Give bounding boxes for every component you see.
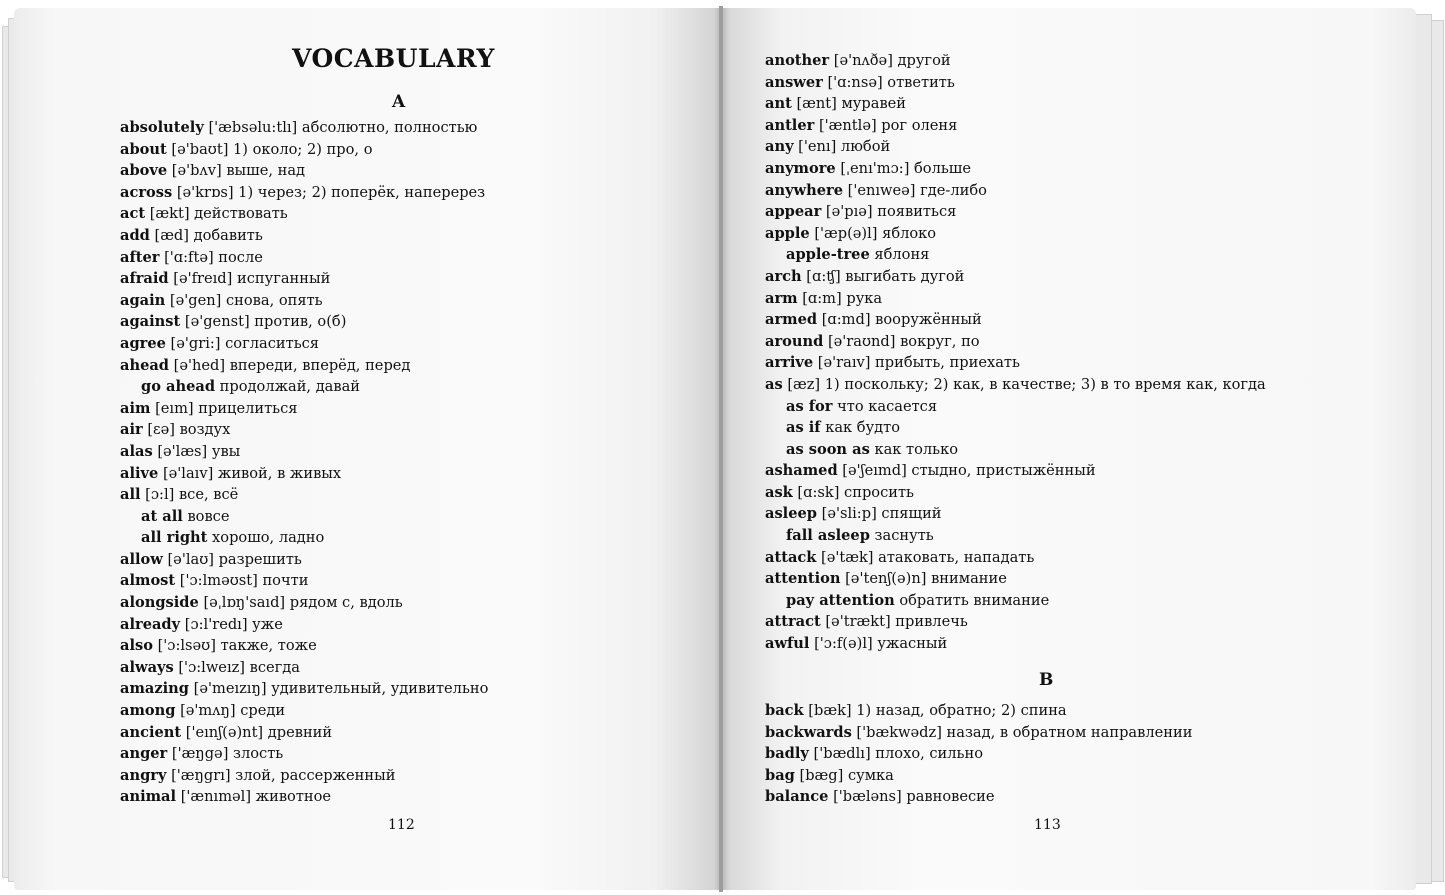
headword: already	[120, 615, 181, 633]
vocab-entry	[120, 333, 488, 355]
headword: anymore	[765, 159, 836, 177]
definition: ['ɔ:f(ə)l] ужасный	[809, 635, 948, 653]
vocab-entry	[765, 611, 1266, 633]
definition: ['ɔ:lsəʊ] также, тоже	[152, 637, 317, 655]
headword: add	[120, 226, 150, 244]
headword: go ahead	[141, 378, 216, 396]
headword: apple-tree	[786, 246, 870, 264]
vocab-entry	[120, 355, 488, 377]
vocab-entry	[120, 743, 488, 765]
definition: ['bæləns] равновесие	[828, 788, 995, 806]
definition: хорошо, ладно	[207, 529, 325, 547]
headword: attack	[765, 548, 817, 566]
definition: [ə'bʌv] выше, над	[167, 162, 306, 180]
headword: after	[120, 248, 160, 266]
headword: attract	[765, 613, 821, 631]
headword: backwards	[765, 723, 852, 741]
headword: any	[765, 138, 794, 156]
vocab-entry	[120, 419, 488, 441]
definition: [ə'hed] впереди, вперёд, перед	[169, 356, 411, 374]
vocab-subentry	[120, 527, 488, 549]
right-entry-list-a	[765, 50, 1266, 655]
definition: ['bædlı] плохо, сильно	[808, 745, 984, 763]
definition: ['æŋgrı] злой, рассерженный	[166, 766, 396, 784]
vocab-entry	[765, 201, 1266, 223]
definition: [ɑ:sk] спросить	[792, 483, 915, 501]
vocab-entry	[120, 570, 488, 592]
definition: [ə'mʌŋ] среди	[175, 702, 286, 720]
vocab-entry	[120, 678, 488, 700]
definition: [ə'gen] снова, опять	[165, 291, 323, 309]
definition: [ə'tæk] атаковать, нападать	[816, 548, 1035, 566]
headword: appear	[765, 203, 822, 221]
definition: ['enı] любой	[793, 138, 891, 156]
headword: arm	[765, 289, 798, 307]
headword: absolutely	[120, 119, 204, 136]
definition: [ə'læs] увы	[152, 442, 241, 460]
definition: яблоня	[869, 246, 930, 264]
headword: apple	[765, 224, 810, 242]
vocab-entry	[120, 182, 488, 204]
definition: [ə'laʊ] разрешить	[162, 550, 302, 568]
headword: pay attention	[786, 591, 895, 609]
definition: как только	[869, 440, 959, 458]
definition: продолжай, давай	[215, 378, 361, 396]
definition: ['enıweə] где-либо	[842, 181, 987, 199]
vocab-subentry	[765, 590, 1266, 612]
definition: [bæk] 1) назад, обратно; 2) спина	[803, 702, 1067, 719]
vocab-entry	[120, 117, 488, 139]
headword: as for	[786, 397, 833, 415]
headword: afraid	[120, 270, 169, 288]
headword: ashamed	[765, 462, 838, 480]
definition: ['æp(ə)l] яблоко	[809, 224, 937, 242]
vocab-entry	[120, 765, 488, 787]
vocab-entry	[120, 484, 488, 506]
vocab-entry	[765, 482, 1266, 504]
vocab-entry	[120, 700, 488, 722]
headword: animal	[120, 788, 177, 806]
vocab-entry	[765, 136, 1266, 158]
definition: заснуть	[869, 527, 934, 545]
right-entry-list-b	[765, 700, 1192, 808]
definition: ['ɔ:lweız] всегда	[173, 658, 300, 676]
headword: amazing	[120, 680, 189, 698]
book-gutter	[719, 6, 723, 892]
definition: [ækt] действовать	[145, 205, 288, 223]
headword: anger	[120, 745, 168, 763]
vocab-entry	[120, 441, 488, 463]
headword: back	[765, 702, 804, 719]
vocab-entry	[765, 50, 1266, 72]
vocab-subentry	[765, 525, 1266, 547]
vocab-entry	[765, 288, 1266, 310]
definition: обратить внимание	[894, 591, 1050, 609]
vocab-entry	[765, 722, 1192, 744]
headword: around	[765, 332, 824, 350]
vocab-entry	[120, 592, 488, 614]
page-number-left: 112	[388, 817, 415, 833]
definition: [ə'raıv] прибыть, приехать	[813, 354, 1020, 372]
definition: [ə'ʃeımd] стыдно, пристыжённый	[837, 462, 1096, 480]
definition: [eım] прицелиться	[150, 399, 298, 417]
vocab-entry	[765, 180, 1266, 202]
definition: [ə'sli:p] спящий	[817, 505, 942, 523]
vocab-subentry	[765, 417, 1266, 439]
vocab-entry	[120, 786, 488, 808]
headword: alongside	[120, 594, 199, 612]
vocab-entry	[120, 225, 488, 247]
vocab-subentry	[765, 396, 1266, 418]
headword: ancient	[120, 723, 182, 741]
vocab-entry	[120, 614, 488, 636]
vocab-entry	[120, 549, 488, 571]
section-letter-b: B	[1039, 670, 1054, 690]
definition: ['æbsəlu:tlı] абсолютно, полностью	[203, 119, 478, 136]
definition: [ə'pıə] появиться	[821, 203, 957, 221]
headword: as	[765, 375, 783, 393]
definition: [ə'baʊt] 1) около; 2) про, о	[166, 140, 373, 158]
vocab-entry	[765, 309, 1266, 331]
definition: как будто	[820, 419, 901, 437]
vocab-entry	[765, 547, 1266, 569]
definition: [ɑ:ʧ] выгибать дугой	[801, 267, 965, 285]
vocab-subentry	[765, 439, 1266, 461]
headword: angry	[120, 766, 167, 784]
definition: ['ɑ:nsə] ответить	[822, 73, 955, 91]
headword: alive	[120, 464, 159, 482]
definition: [ə'laıv] живой, в живых	[158, 464, 342, 482]
vocab-entry	[765, 331, 1266, 353]
definition: [ə'tenʃ(ə)n] внимание	[840, 570, 1007, 588]
headword: anywhere	[765, 181, 843, 199]
vocab-entry	[120, 203, 488, 225]
headword: always	[120, 658, 174, 676]
headword: armed	[765, 311, 818, 329]
vocab-entry	[765, 352, 1266, 374]
vocab-entry	[120, 635, 488, 657]
vocab-entry	[765, 786, 1192, 808]
vocab-entry	[120, 290, 488, 312]
headword: again	[120, 291, 166, 309]
headword: awful	[765, 635, 810, 653]
definition: ['ænıməl] животное	[176, 788, 332, 806]
definition: [ə'meızıŋ] удивительный, удивительно	[189, 680, 489, 698]
headword: answer	[765, 73, 823, 91]
definition: [ɛə] воздух	[142, 421, 231, 439]
headword: almost	[120, 572, 176, 590]
vocab-entry	[765, 568, 1266, 590]
vocab-entry	[765, 223, 1266, 245]
definition: ['eınʃ(ə)nt] древний	[181, 723, 333, 741]
headword: another	[765, 52, 830, 69]
vocab-entry	[765, 374, 1266, 396]
vocab-entry	[765, 72, 1266, 94]
vocab-entry	[765, 460, 1266, 482]
vocab-entry	[765, 158, 1266, 180]
vocab-subentry	[765, 244, 1266, 266]
headword: among	[120, 702, 176, 720]
headword: asleep	[765, 505, 817, 523]
headword: ask	[765, 483, 793, 501]
definition: [ɔ:l] все, всё	[140, 486, 239, 504]
headword: all	[120, 486, 141, 504]
definition: [bæg] сумка	[794, 766, 894, 784]
headword: allow	[120, 550, 163, 568]
definition: [ə'freıd] испуганный	[168, 270, 331, 288]
vocab-entry	[765, 503, 1266, 525]
headword: ant	[765, 95, 792, 113]
vocab-entry	[120, 268, 488, 290]
headword: across	[120, 183, 173, 201]
headword: arrive	[765, 354, 814, 372]
definition: [æd] добавить	[149, 226, 263, 244]
vocab-entry	[765, 115, 1266, 137]
headword: ahead	[120, 356, 170, 374]
vocab-subentry	[120, 506, 488, 528]
definition: ['ɑ:ftə] после	[159, 248, 263, 266]
vocab-entry	[120, 398, 488, 420]
vocab-entry	[120, 311, 488, 333]
headword: antler	[765, 116, 815, 134]
definition: ['æntlə] рог оленя	[814, 116, 958, 134]
vocab-entry	[120, 657, 488, 679]
vocabulary-heading: VOCABULARY	[292, 44, 495, 73]
headword: balance	[765, 788, 829, 806]
vocab-entry	[120, 463, 488, 485]
definition: [əˌlɒŋ'saıd] рядом с, вдоль	[198, 594, 403, 612]
headword: above	[120, 162, 168, 180]
headword: about	[120, 140, 167, 158]
headword: act	[120, 205, 146, 223]
definition: [ə'gri:] согласиться	[165, 334, 320, 352]
vocab-entry	[120, 722, 488, 744]
definition: [ə'nʌðə] другой	[829, 52, 951, 69]
headword: also	[120, 637, 153, 655]
definition: [ə'trækt] привлечь	[820, 613, 968, 631]
headword: fall asleep	[786, 527, 870, 545]
headword: air	[120, 421, 143, 439]
headword: at all	[141, 507, 183, 525]
headword: as soon as	[786, 440, 870, 458]
vocab-entry	[120, 160, 488, 182]
page-number-right: 113	[1034, 817, 1061, 833]
vocab-entry	[765, 633, 1266, 655]
vocab-entry	[120, 247, 488, 269]
definition: [ɑ:m] рука	[797, 289, 883, 307]
definition: ['ɔ:lməʊst] почти	[175, 572, 309, 590]
vocab-entry	[765, 743, 1192, 765]
vocab-subentry	[120, 376, 488, 398]
definition: что касается	[832, 397, 938, 415]
vocab-entry	[765, 266, 1266, 288]
headword: aim	[120, 399, 151, 417]
definition: [ɑ:md] вооружённый	[817, 311, 982, 329]
headword: alas	[120, 442, 153, 460]
vocab-entry	[120, 139, 488, 161]
definition: [æz] 1) поскольку; 2) как, в качестве; 3) в то время как, когда	[782, 375, 1266, 393]
definition: [ɔ:l'redı] уже	[180, 615, 283, 633]
definition: [ə'krɒs] 1) через; 2) поперёк, наперерез	[172, 183, 486, 201]
vocab-entry	[765, 765, 1192, 787]
section-letter-a: A	[392, 92, 406, 112]
vocab-entry	[765, 700, 1192, 722]
definition: [ə'raʊnd] вокруг, по	[823, 332, 980, 350]
headword: badly	[765, 745, 809, 763]
headword: as if	[786, 419, 821, 437]
vocab-entry	[765, 93, 1266, 115]
headword: all right	[141, 529, 208, 547]
definition: вовсе	[182, 507, 230, 525]
definition: [ə'genst] против, о(б)	[180, 313, 347, 331]
left-entry-list	[120, 117, 488, 808]
headword: agree	[120, 334, 166, 352]
headword: arch	[765, 267, 802, 285]
definition: ['æŋgə] злость	[167, 745, 284, 763]
definition: ['bækwədz] назад, в обратном направлении	[851, 723, 1193, 741]
headword: against	[120, 313, 181, 331]
definition: [ˌenı'mɔ:] больше	[835, 159, 972, 177]
definition: [ænt] муравей	[791, 95, 907, 113]
headword: attention	[765, 570, 841, 588]
headword: bag	[765, 766, 795, 784]
